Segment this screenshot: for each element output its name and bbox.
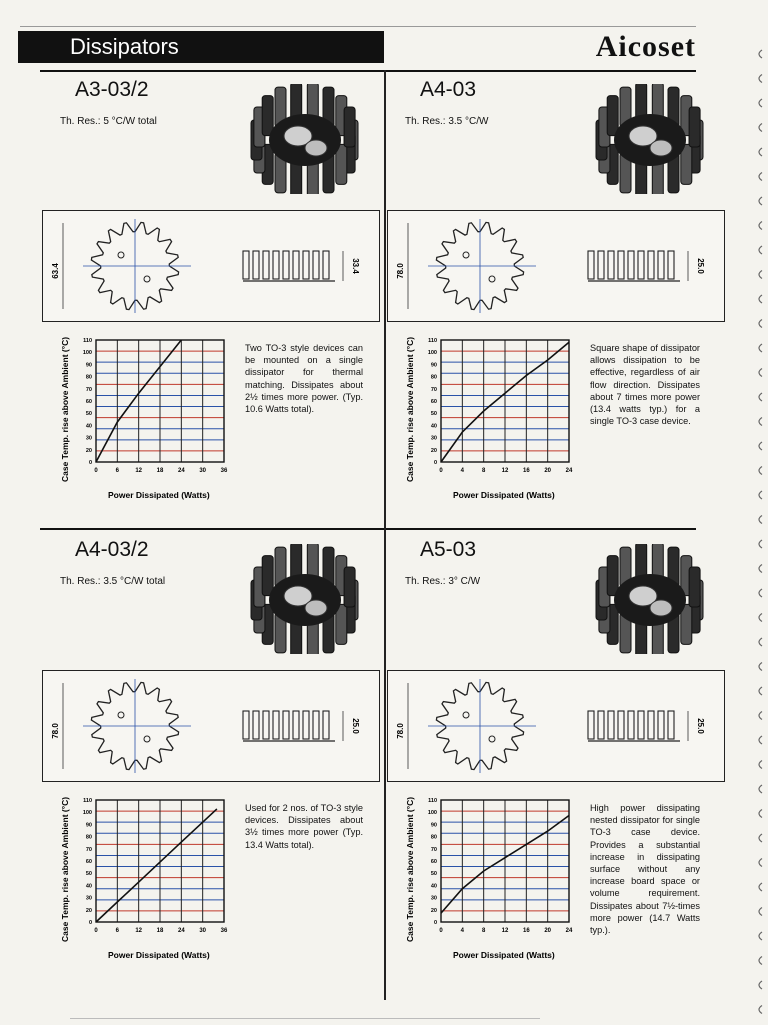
x-tick-label: 30 [199,468,207,474]
edge-mark [759,540,762,548]
description-text: Used for 2 nos. of TO-3 style devices. Dissipates about 3½ times more power (Typ. 13.4 Watts total). [245,803,363,850]
side-view-fin [638,251,644,279]
divider-top [40,70,696,72]
height-dimension-label: 78.0 [396,263,405,279]
y-tick-label: 60 [85,399,92,405]
edge-mark [759,393,762,401]
y-tick-label: 30 [430,895,437,902]
x-axis-label: Power Dissipated (Watts) [108,950,210,960]
y-tick-label: 90 [85,362,92,369]
mount-hole [463,252,469,258]
edge-mark [759,344,762,352]
edge-mark [759,516,762,524]
side-dimension-label: 25.0 [696,258,705,274]
side-view-fin [273,711,279,739]
series-line [96,809,217,922]
height-dimension-label: 78.0 [396,723,405,739]
model-name: A4-03 [420,78,477,101]
edge-mark [759,320,762,328]
x-tick-label: 4 [460,928,465,934]
y-tick-label: 70 [430,386,437,393]
mount-hole [463,712,469,718]
brand-logo: Aicoset [595,30,696,63]
edge-mark [759,883,762,891]
side-view-fin [313,251,319,279]
side-view-fin [618,711,624,739]
footer-rule [70,1018,540,1019]
side-view-fin [638,711,644,739]
mount-hole [489,276,495,282]
y-tick-label: 40 [430,423,437,430]
side-view-fin [293,711,299,739]
thermal-resistance: Th. Res.: 5 °C/W total [60,116,157,127]
edge-mark [759,197,762,205]
side-view-fin [273,251,279,279]
side-view-fin [323,711,329,739]
model-name: A3-03/2 [75,78,149,101]
y-tick-label: 60 [430,859,437,865]
y-tick-label: 20 [430,447,437,454]
edge-mark [759,785,762,793]
y-tick-label: 80 [430,374,437,381]
y-tick-label: 0 [433,920,437,926]
y-axis-label: Case Temp. rise above Ambient (°C) [405,336,415,482]
side-view-fin [323,251,329,279]
y-tick-label: 90 [85,822,92,829]
side-view-fin [303,711,309,739]
x-tick-label: 12 [501,928,509,934]
x-tick-label: 12 [135,468,143,474]
edge-mark [759,834,762,842]
edge-mark [759,810,762,818]
side-view-fin [658,251,664,279]
side-view-fin [283,711,289,739]
x-tick-label: 24 [565,928,573,934]
height-dimension-label: 63.4 [51,263,60,279]
x-tick-label: 8 [481,928,486,934]
edge-mark [759,369,762,377]
thermal-resistance: Th. Res.: 3.5 °C/W total [60,576,166,587]
edge-mark [759,491,762,499]
thermal-resistance: Th. Res.: 3° C/W [405,576,481,587]
edge-mark [759,75,762,83]
y-tick-label: 30 [85,895,92,902]
y-tick-label: 30 [430,435,437,442]
side-view-fin [668,251,674,279]
dimension-diagram [387,670,725,782]
height-dimension-label: 78.0 [51,723,60,739]
side-view-fin [588,251,594,279]
description-text: High power dissipating nested dissipator for single TO-3 case device. Provides a substantial increase in dissipating surface without any increase board space or volume requirement. Dissipates about 7½-times more power (14.7 Watts typ.). [590,803,700,936]
heatsink-icon [596,544,703,654]
side-view-fin [263,251,269,279]
heatsink-photo [585,84,715,194]
edge-mark [759,442,762,450]
x-tick-label: 16 [522,468,530,474]
side-view-fin [253,711,259,739]
edge-mark [759,589,762,597]
heatsink-icon [251,84,358,194]
y-tick-label: 110 [83,798,92,804]
edge-mark [759,99,762,107]
heatsink-icon [596,84,703,194]
edge-mark [759,687,762,695]
side-view-fin [658,711,664,739]
y-tick-label: 40 [85,883,92,890]
mount-hole [144,276,150,282]
x-tick-label: 4 [460,468,465,474]
y-tick-label: 20 [85,907,92,914]
y-tick-label: 80 [85,834,92,841]
edge-mark [759,1006,762,1014]
y-tick-label: 90 [430,362,437,369]
edge-mark [759,859,762,867]
y-tick-label: 20 [85,447,92,454]
side-view-fin [598,711,604,739]
side-view-fin [628,251,634,279]
x-tick-label: 36 [220,928,228,934]
temperature-chart [401,332,581,502]
x-axis-label: Power Dissipated (Watts) [453,490,555,500]
x-tick-label: 24 [565,468,573,474]
x-tick-label: 20 [544,928,552,934]
x-tick-label: 16 [522,928,530,934]
side-view-fin [283,251,289,279]
mount-hole [489,736,495,742]
heatsink-icon [251,544,358,654]
edge-mark [759,418,762,426]
edge-mark [759,614,762,622]
edge-mark [759,565,762,573]
y-tick-label: 20 [430,907,437,914]
x-axis-label: Power Dissipated (Watts) [108,490,210,500]
x-tick-label: 8 [481,468,486,474]
heatsink-photo [240,84,370,194]
divider-vertical [384,70,386,1000]
dimension-diagram [387,210,725,322]
heatsink-photo [240,544,370,654]
x-tick-label: 12 [135,928,143,934]
temperature-chart [56,332,236,502]
edge-mark [759,638,762,646]
x-tick-label: 0 [439,468,443,474]
edge-mark [759,712,762,720]
edge-mark [759,932,762,940]
y-tick-label: 80 [430,834,437,841]
side-view-fin [628,711,634,739]
y-tick-label: 110 [428,798,437,804]
x-tick-label: 30 [199,928,207,934]
dimension-diagram [42,210,380,322]
x-tick-label: 20 [544,468,552,474]
y-tick-label: 50 [85,871,92,878]
y-tick-label: 70 [430,846,437,853]
mount-hole [118,252,124,258]
x-tick-label: 0 [439,928,443,934]
y-tick-label: 110 [428,338,437,344]
x-axis-label: Power Dissipated (Watts) [453,950,555,960]
page-title: Dissipators [18,31,384,63]
y-tick-label: 40 [85,423,92,430]
side-view-fin [668,711,674,739]
edge-mark [759,761,762,769]
y-axis-label: Case Temp. rise above Ambient (°C) [60,336,70,482]
y-tick-label: 90 [430,822,437,829]
temperature-chart [401,792,581,962]
model-name: A5-03 [420,538,477,561]
edge-mark [759,957,762,965]
y-tick-label: 0 [88,920,92,926]
side-view-fin [588,711,594,739]
side-view-fin [313,711,319,739]
y-tick-label: 0 [433,460,437,466]
y-tick-label: 80 [85,374,92,381]
side-view-fin [608,711,614,739]
description-text: Two TO-3 style devices can be mounted on a single dissipator for thermal matching. Dissipates about 2½ times more power. (Typ. 10.6 Watts total). [245,343,363,415]
edge-mark [759,148,762,156]
y-tick-label: 60 [85,859,92,865]
edge-mark [759,295,762,303]
x-tick-label: 6 [115,928,120,934]
side-view-fin [618,251,624,279]
heatsink-photo [585,544,715,654]
x-tick-label: 12 [501,468,509,474]
edge-mark [759,467,762,475]
y-tick-label: 70 [85,386,92,393]
side-dimension-label: 33.4 [351,258,360,274]
edge-mark [759,663,762,671]
divider-middle [40,528,696,530]
edge-mark [759,173,762,181]
side-view-fin [243,711,249,739]
x-tick-label: 24 [177,468,185,474]
y-tick-label: 110 [83,338,92,344]
y-tick-label: 50 [430,411,437,418]
y-tick-label: 0 [88,460,92,466]
mount-hole [144,736,150,742]
edge-mark [759,981,762,989]
side-view-fin [293,251,299,279]
side-view-fin [243,251,249,279]
page-edge-marks [752,40,766,1020]
x-tick-label: 18 [156,468,164,474]
side-view-fin [253,251,259,279]
edge-mark [759,124,762,132]
model-name: A4-03/2 [75,538,149,561]
edge-mark [759,908,762,916]
side-dimension-label: 25.0 [696,718,705,734]
side-view-fin [648,251,654,279]
side-view-fin [608,251,614,279]
x-tick-label: 0 [94,928,98,934]
y-axis-label: Case Temp. rise above Ambient (°C) [405,796,415,942]
y-tick-label: 40 [430,883,437,890]
dimension-diagram [42,670,380,782]
y-tick-label: 100 [427,350,437,357]
edge-mark [759,271,762,279]
y-tick-label: 30 [85,435,92,442]
side-view-fin [263,711,269,739]
y-tick-label: 70 [85,846,92,853]
side-view-fin [303,251,309,279]
edge-mark [759,736,762,744]
y-axis-label: Case Temp. rise above Ambient (°C) [60,796,70,942]
x-tick-label: 36 [220,468,228,474]
edge-mark [759,50,762,58]
y-tick-label: 100 [82,350,92,357]
x-tick-label: 24 [177,928,185,934]
side-view-fin [648,711,654,739]
temperature-chart [56,792,236,962]
y-tick-label: 60 [430,399,437,405]
mount-hole [118,712,124,718]
y-tick-label: 100 [427,810,437,817]
top-rule [20,26,696,27]
y-tick-label: 100 [82,810,92,817]
side-dimension-label: 25.0 [351,718,360,734]
side-view-fin [598,251,604,279]
edge-mark [759,246,762,254]
y-tick-label: 50 [85,411,92,418]
x-tick-label: 18 [156,928,164,934]
x-tick-label: 0 [94,468,98,474]
x-tick-label: 6 [115,468,120,474]
y-tick-label: 50 [430,871,437,878]
edge-mark [759,222,762,230]
description-text: Square shape of dissipator allows dissipation to be effective, regardless of air flow direction. Dissipates about 7 times more power (13.4 watts typ.) for a single TO-3 case device. [590,343,700,427]
thermal-resistance: Th. Res.: 3.5 °C/W [405,116,489,127]
